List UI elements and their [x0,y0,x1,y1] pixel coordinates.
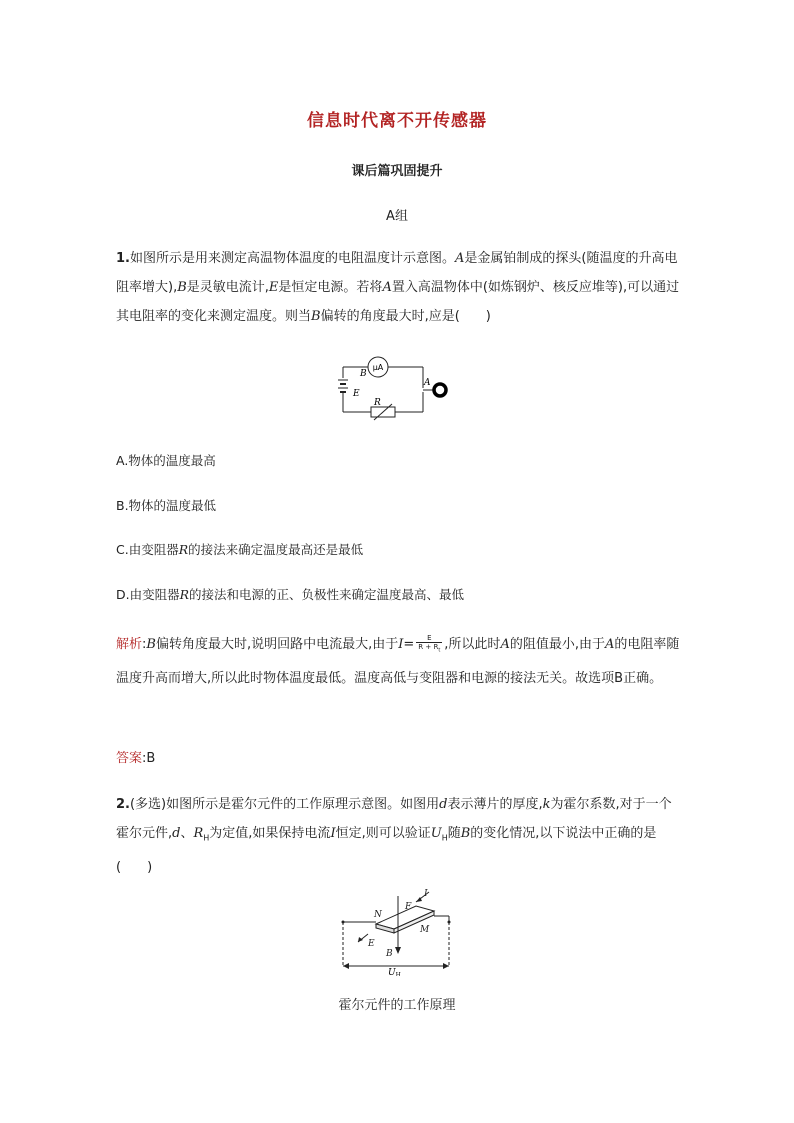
question-2-text [116,790,682,882]
var-A: A [382,280,392,295]
var-k: k [542,797,551,812]
var-R: R [193,826,204,841]
analysis-label: 解析 [116,637,143,652]
option-d [116,585,464,603]
diagram-label-A: A [424,378,431,388]
meter-label: μA [372,363,384,372]
equals-sign: = [403,637,415,652]
answer-value: :B [142,751,156,766]
q1-text-segment: 是恒定电源。若将 [278,280,383,295]
q1-text-segment: 是金属铂制成的探头(随温度的升高电阻率增大), [116,251,678,295]
var-A: A [500,637,510,652]
hall-label-F: F [405,902,412,912]
var-B: B [460,826,471,841]
hall-label-UH [388,968,401,976]
hall-element-diagram [336,884,460,976]
group-heading: A组 [386,209,408,224]
circuit-diagram [338,350,458,422]
q2-text-segment: 为定值,如果保持电流 [209,826,331,841]
fraction-subscript: t [438,647,441,654]
question-1-number: 1. [116,251,130,266]
var-A: A [455,251,465,266]
hall-label-I: I [424,889,428,899]
option-c [116,540,363,558]
analysis-text: 正确。 [623,671,663,686]
var-R: R [179,587,190,602]
q1-text-segment: 如图所示是用来测定高温物体温度的电阻温度计示意图。 [129,251,455,266]
answer-label: 答案 [116,751,143,766]
var-B: B [146,637,156,652]
analysis-paragraph [116,628,682,696]
hall-label-H: H [395,972,401,976]
fraction-denominator-text: R + R [418,643,439,652]
q2-text-segment: 随 [447,826,461,841]
option-d-text: 的接法和电源的正、负极性来确定温度最高、最低 [189,587,465,602]
subscript-H: H [441,833,448,843]
diagram-label-R: R [374,398,381,408]
hall-label-B: B [386,949,393,959]
document-title: 信息时代离不开传感器 [307,111,487,131]
var-R: R [178,542,189,557]
hall-label-U: U [388,968,396,976]
var-d: d [439,797,448,812]
var-U: U [430,826,442,841]
fraction-denominator [416,643,442,654]
answer-line [116,747,155,766]
option-c-text: 的接法来确定温度最高还是最低 [188,542,364,557]
hall-label-E: E [368,939,375,949]
q2-text-segment: 表示薄片的厚度, [447,797,543,812]
var-B: B [311,309,321,324]
option-a: A.物体的温度最高 [116,453,216,468]
option-d-text: D.由变阻器 [116,587,180,602]
q2-text-segment: 、 [180,826,194,841]
fraction-numerator: E [416,634,442,643]
analysis-text: 偏转角度最大时,说明回路中电流最大,由于 [155,637,399,652]
question-1-text [116,244,682,331]
figure-caption: 霍尔元件的工作原理 [338,998,456,1013]
analysis-option-letter: B [614,671,624,686]
hall-label-M: M [420,925,430,935]
hall-label-N: N [374,910,382,920]
subscript-H: H [203,833,210,843]
q2-text-segment: 恒定,则可以验证 [335,826,431,841]
question-2-number: 2. [116,797,130,812]
q2-text-segment: 为霍尔系数,对于一个霍尔元件, [116,797,672,841]
var-A: A [604,637,615,652]
analysis-text: ,所以此时 [444,637,501,652]
diagram-label-B: B [360,369,367,379]
q1-text-segment: 置入高温物体中(如炼钢炉、核反应堆等),可以通过其电阻率的变化来测定温度。则当 [116,280,680,324]
var-E: E [268,280,279,295]
analysis-text: 的阻值最小,由于 [509,637,605,652]
q1-text-segment: 是灵敏电流计, [186,280,269,295]
option-c-text: C.由变阻器 [116,542,179,557]
section-subtitle: 课后篇巩固提升 [351,164,443,179]
analysis-text: : [142,637,147,652]
diagram-label-E: E [353,389,360,399]
q2-text-segment: (多选)如图所示是霍尔元件的工作原理示意图。如图用 [129,797,440,812]
probe-icon [434,384,446,396]
var-B: B [177,280,187,295]
q2-text-segment: 的变化情况,以下说法中正确的是( ) [116,826,657,875]
var-I: I [398,637,404,652]
q1-text-segment: 偏转的角度最大时,应是( ) [320,309,491,324]
current-fraction [416,634,442,654]
var-d: d [172,826,181,841]
var-I: I [330,826,336,841]
option-b: B.物体的温度最低 [116,498,217,513]
analysis-text: 的电阻率随温度升高而增大,所以此时物体温度最低。温度高低与变阻器和电源的接法无关。故选项 [116,637,680,686]
